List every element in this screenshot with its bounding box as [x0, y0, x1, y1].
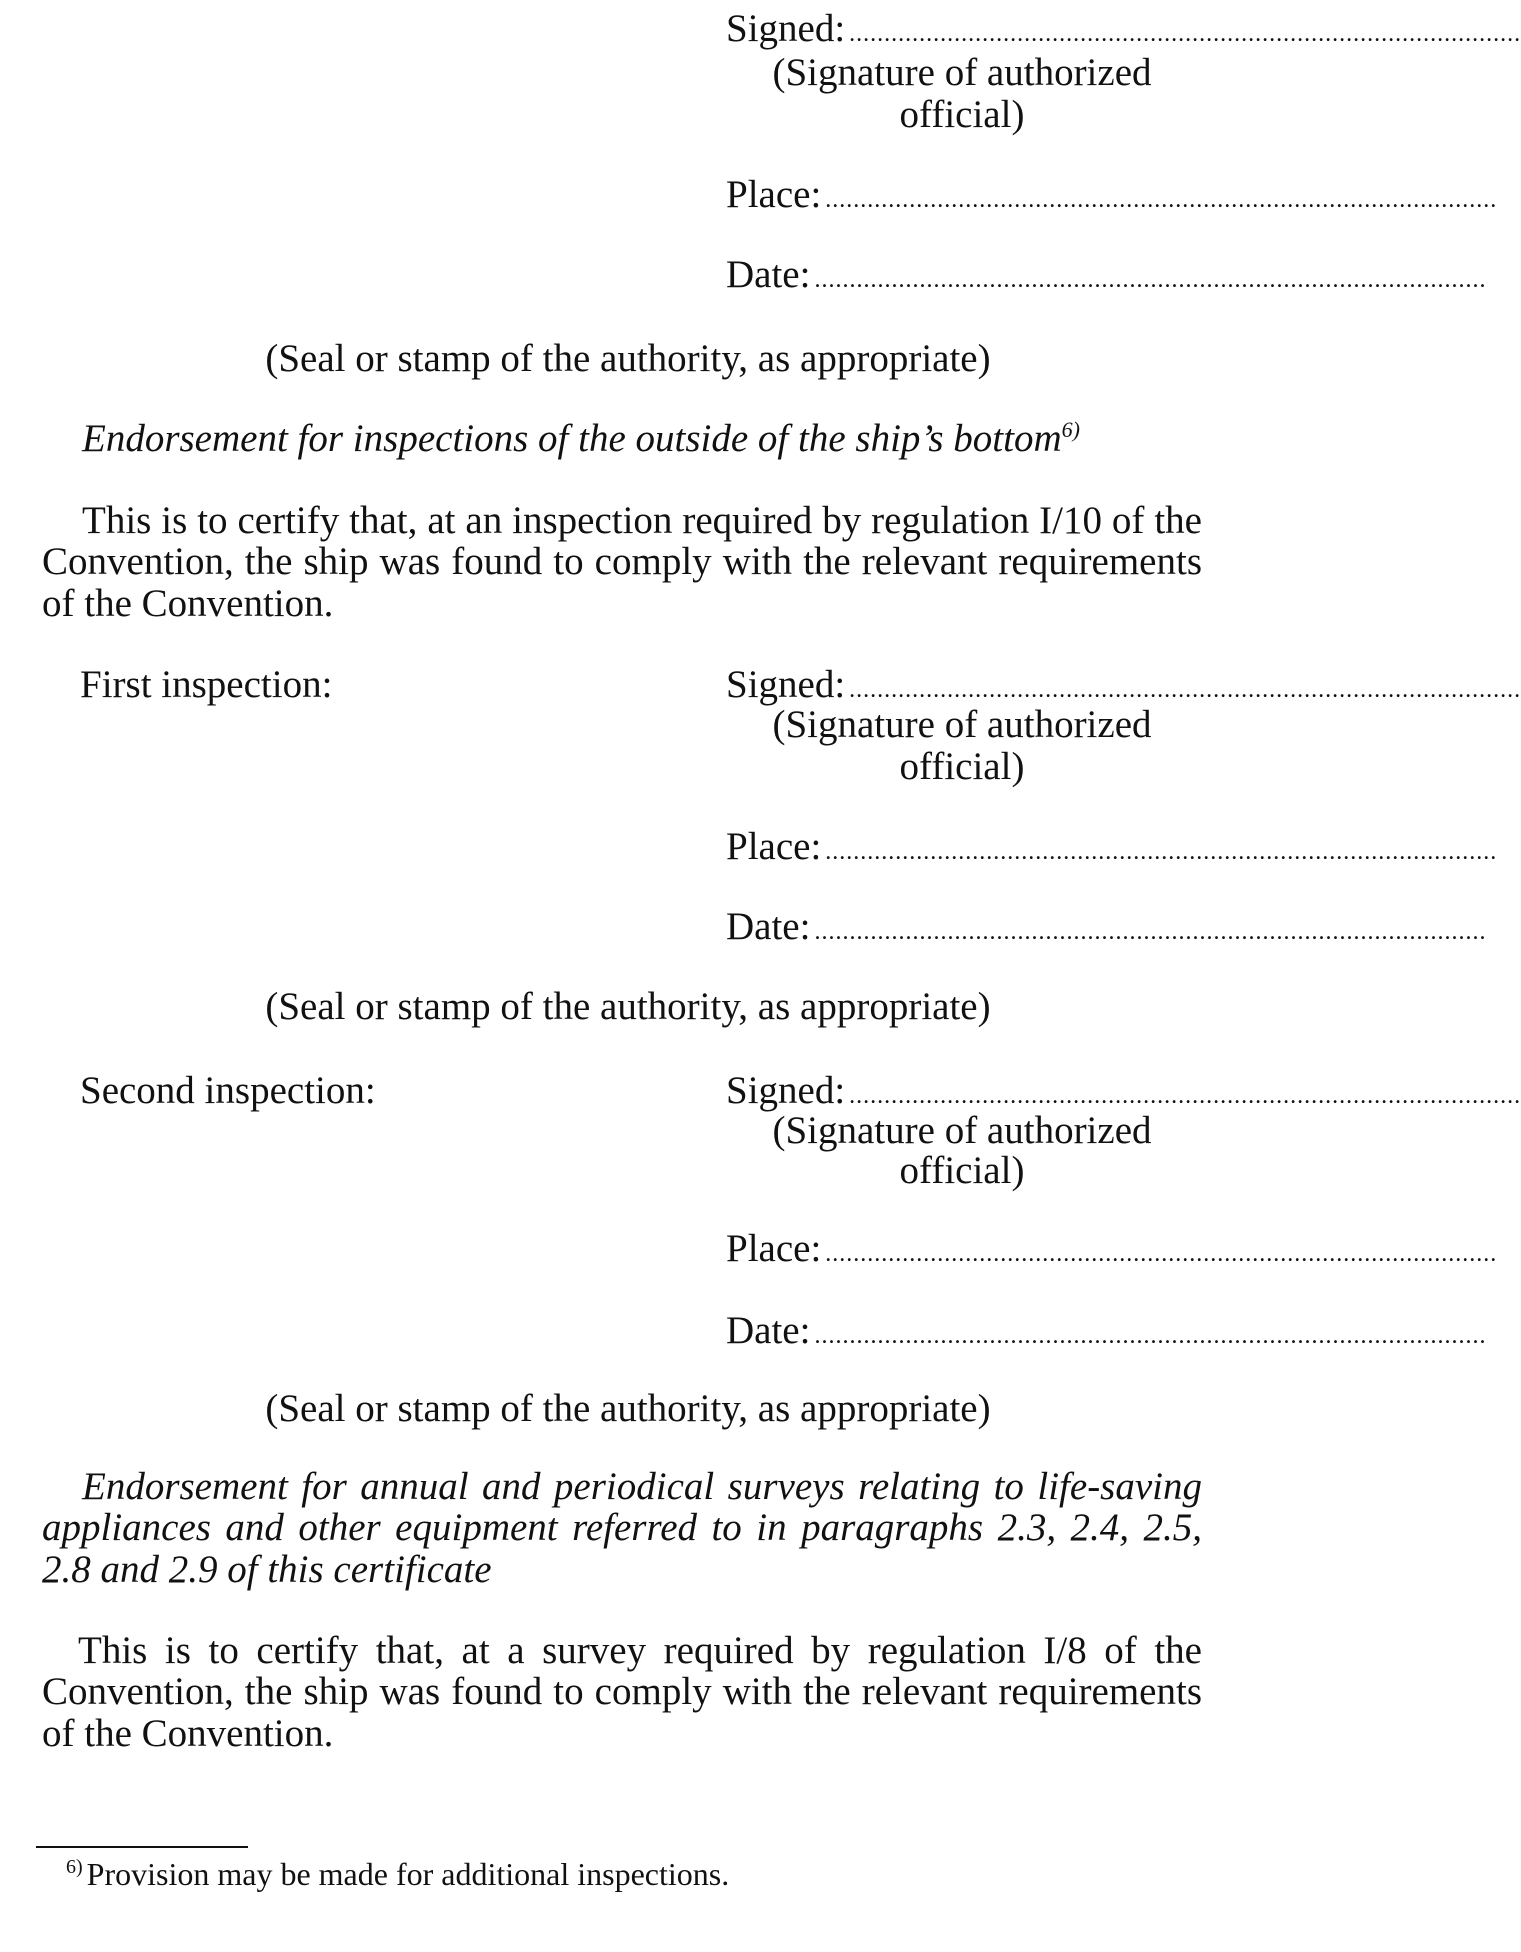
endorsement-heading — [82, 418, 1202, 459]
place-label: Place: — [726, 1227, 822, 1270]
place-blank[interactable]: ................................................................................................ — [825, 839, 1498, 865]
endorsement-heading: Endorsement for annual and periodical surveys relating to life-saving appliances and other equipment referred to in paragraphs 2.3, 2.4, 2.5, 2.8 and 2.9 of this certificate — [42, 1465, 1202, 1591]
signed-field[interactable] — [726, 1069, 1521, 1112]
certification-paragraph: This is to certify that, at an inspection required by regulation I/10 of the Convention, the ship was found to comply with the relevant requirements of the Convention. — [42, 499, 1202, 625]
signed-label: Signed: — [726, 663, 846, 706]
footnote-ref[interactable]: 6) — [1061, 417, 1080, 442]
signed-field[interactable] — [726, 7, 1521, 50]
seal-text: (Seal or stamp of the authority, as appropriate) — [265, 337, 991, 380]
signature-blank[interactable]: ................................................................................................ — [849, 21, 1521, 47]
date-blank[interactable]: ................................................................................................ — [814, 267, 1487, 293]
footnote-text: Provision may be made for additional inspections. — [86, 1856, 730, 1892]
signature-caption: official) — [899, 93, 1025, 136]
certification-paragraph: This is to certify that, at a survey required by regulation I/8 of the Convention, the ship was found to comply with the relevant requirements of the Convention. — [42, 1629, 1202, 1755]
place-blank[interactable]: ................................................................................................ — [825, 1241, 1498, 1267]
signature-caption: (Signature of authorized — [772, 1109, 1152, 1152]
date-label: Date: — [726, 1309, 811, 1352]
place-label: Place: — [726, 825, 822, 868]
seal-text: (Seal or stamp of the authority, as appropriate) — [265, 985, 991, 1028]
signature-blank[interactable]: ................................................................................................ — [849, 1083, 1521, 1109]
date-field[interactable] — [726, 905, 1487, 948]
place-blank[interactable]: ................................................................................................ — [825, 187, 1498, 213]
seal-text: (Seal or stamp of the authority, as appropriate) — [265, 1387, 991, 1430]
signed-label: Signed: — [726, 1069, 846, 1112]
signature-caption: official) — [899, 1149, 1025, 1192]
signature-blank[interactable]: ................................................................................................ — [849, 677, 1521, 703]
signed-field[interactable] — [726, 663, 1521, 706]
footnote-divider — [36, 1846, 248, 1848]
second-inspection-label: Second inspection: — [80, 1069, 376, 1112]
date-field[interactable] — [726, 1309, 1487, 1352]
signature-caption: (Signature of authorized — [772, 703, 1152, 746]
date-label: Date: — [726, 253, 811, 296]
place-field[interactable] — [726, 1227, 1498, 1270]
place-field[interactable] — [726, 825, 1498, 868]
signed-label: Signed: — [726, 7, 846, 50]
endorsement-heading-text: Endorsement for inspections of the outside of the ship’s bottom — [82, 417, 1062, 460]
date-blank[interactable]: ................................................................................................ — [814, 1323, 1487, 1349]
footnote-mark: 6) — [66, 1856, 83, 1879]
first-inspection-label: First inspection: — [80, 663, 333, 706]
place-label: Place: — [726, 173, 822, 216]
date-field[interactable] — [726, 253, 1487, 296]
signature-caption: (Signature of authorized — [772, 51, 1152, 94]
date-label: Date: — [726, 905, 811, 948]
footnote — [66, 1858, 729, 1892]
date-blank[interactable]: ................................................................................................ — [814, 919, 1487, 945]
signature-caption: official) — [899, 745, 1025, 788]
place-field[interactable] — [726, 173, 1498, 216]
